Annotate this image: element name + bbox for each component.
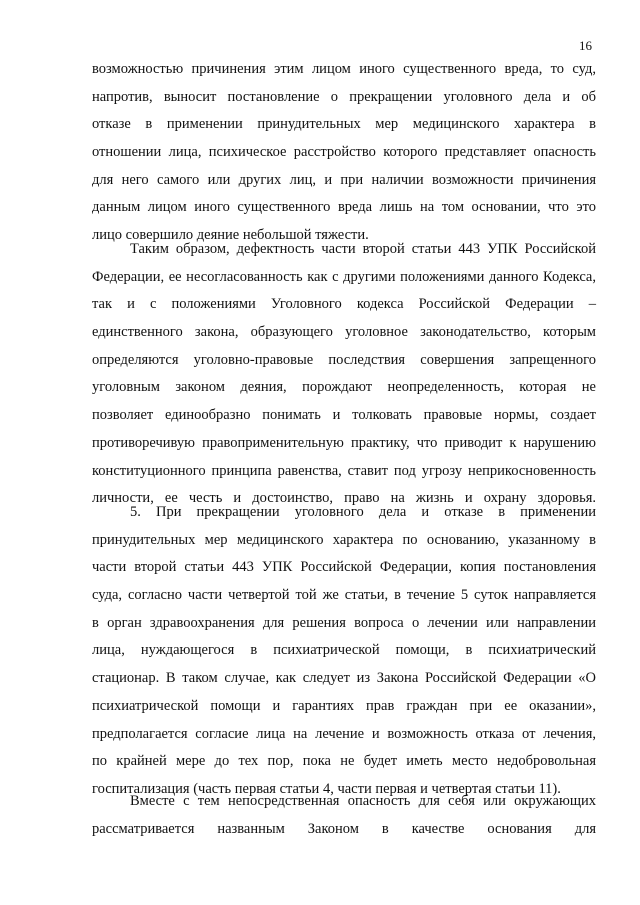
text-line: принудительных мер медицинского характера по основанию, указанному в: [92, 531, 596, 548]
text-line: Вместе с тем непосредственная опасность для себя или окружающих: [130, 793, 596, 809]
text-line: отношении лица, психическое расстройство которого представляет опасность: [92, 144, 596, 161]
paragraph-4: [92, 788, 596, 843]
text-line: Таким образом, дефектность части второй статьи 443 УПК Российской: [130, 241, 596, 257]
paragraph-1: [92, 56, 596, 250]
text-line: так и с положениями Уголовного кодекса Российской Федерации –: [92, 296, 596, 313]
text-line: данным лицом иного существенного вреда лишь на том основании, что это: [92, 199, 596, 216]
text-line: рассматривается названным Законом в качестве основания для: [92, 820, 596, 837]
text-line: 5. При прекращении уголовного дела и отказе в применении: [130, 504, 596, 520]
text-line: определяются уголовно-правовые последствия совершения запрещенного: [92, 351, 596, 368]
text-line: позволяет единообразно понимать и толковать правовые нормы, создает: [92, 407, 596, 424]
paragraph-2: [92, 236, 596, 541]
text-line: напротив, выносит постановление о прекращении уголовного дела и об: [92, 88, 596, 105]
text-line: госпитализация (часть первая статьи 4, части первая и четвертая статьи 11).: [92, 780, 561, 797]
text-line: лица, нуждающегося в психиатрической помощи, в психиатрический: [92, 642, 596, 659]
text-line: психиатрической помощи и гарантиях прав граждан при ее оказании»,: [92, 697, 596, 714]
text-line: в орган здравоохранения для решения вопроса о лечении или направлении: [92, 614, 596, 631]
text-line: возможностью причинения этим лицом иного существенного вреда, то суд,: [92, 61, 596, 77]
text-line: части второй статьи 443 УПК Российской Федерации, копия постановления: [92, 559, 596, 576]
text-line: единственного закона, образующего уголовное законодательство, которым: [92, 324, 596, 341]
text-line: личности, ее честь и достоинство, право на жизнь и охрану здоровья.: [92, 490, 596, 507]
text-line: по крайней мере до тех пор, пока не будет иметь место недобровольная: [92, 753, 596, 770]
text-line: противоречивую правоприменительную практику, что приводит к нарушению: [92, 434, 596, 451]
page-number: 16: [579, 38, 592, 53]
text-line: лицо совершило деяние небольшой тяжести.: [92, 227, 369, 244]
text-line: суда, согласно части четвертой той же статьи, в течение 5 суток направляется: [92, 587, 596, 604]
text-line: предполагается согласие лица на лечение и возможность отказа от лечения,: [92, 725, 596, 742]
text-line: конституционного принципа равенства, ставит под угрозу неприкосновенность: [92, 462, 596, 479]
text-line: стационар. В таком случае, как следует из Закона Российской Федерации «О: [92, 670, 596, 687]
text-line: отказе в применении принудительных мер медицинского характера в: [92, 116, 596, 133]
text-line: для него самого или других лиц, и при наличии возможности причинения: [92, 171, 596, 188]
text-line: Федерации, ее несогласованность как с другими положениями данного Кодекса,: [92, 268, 596, 285]
text-line: уголовным законом деяния, порождают неопределенность, которая не: [92, 379, 596, 396]
paragraph-3: [92, 499, 596, 804]
